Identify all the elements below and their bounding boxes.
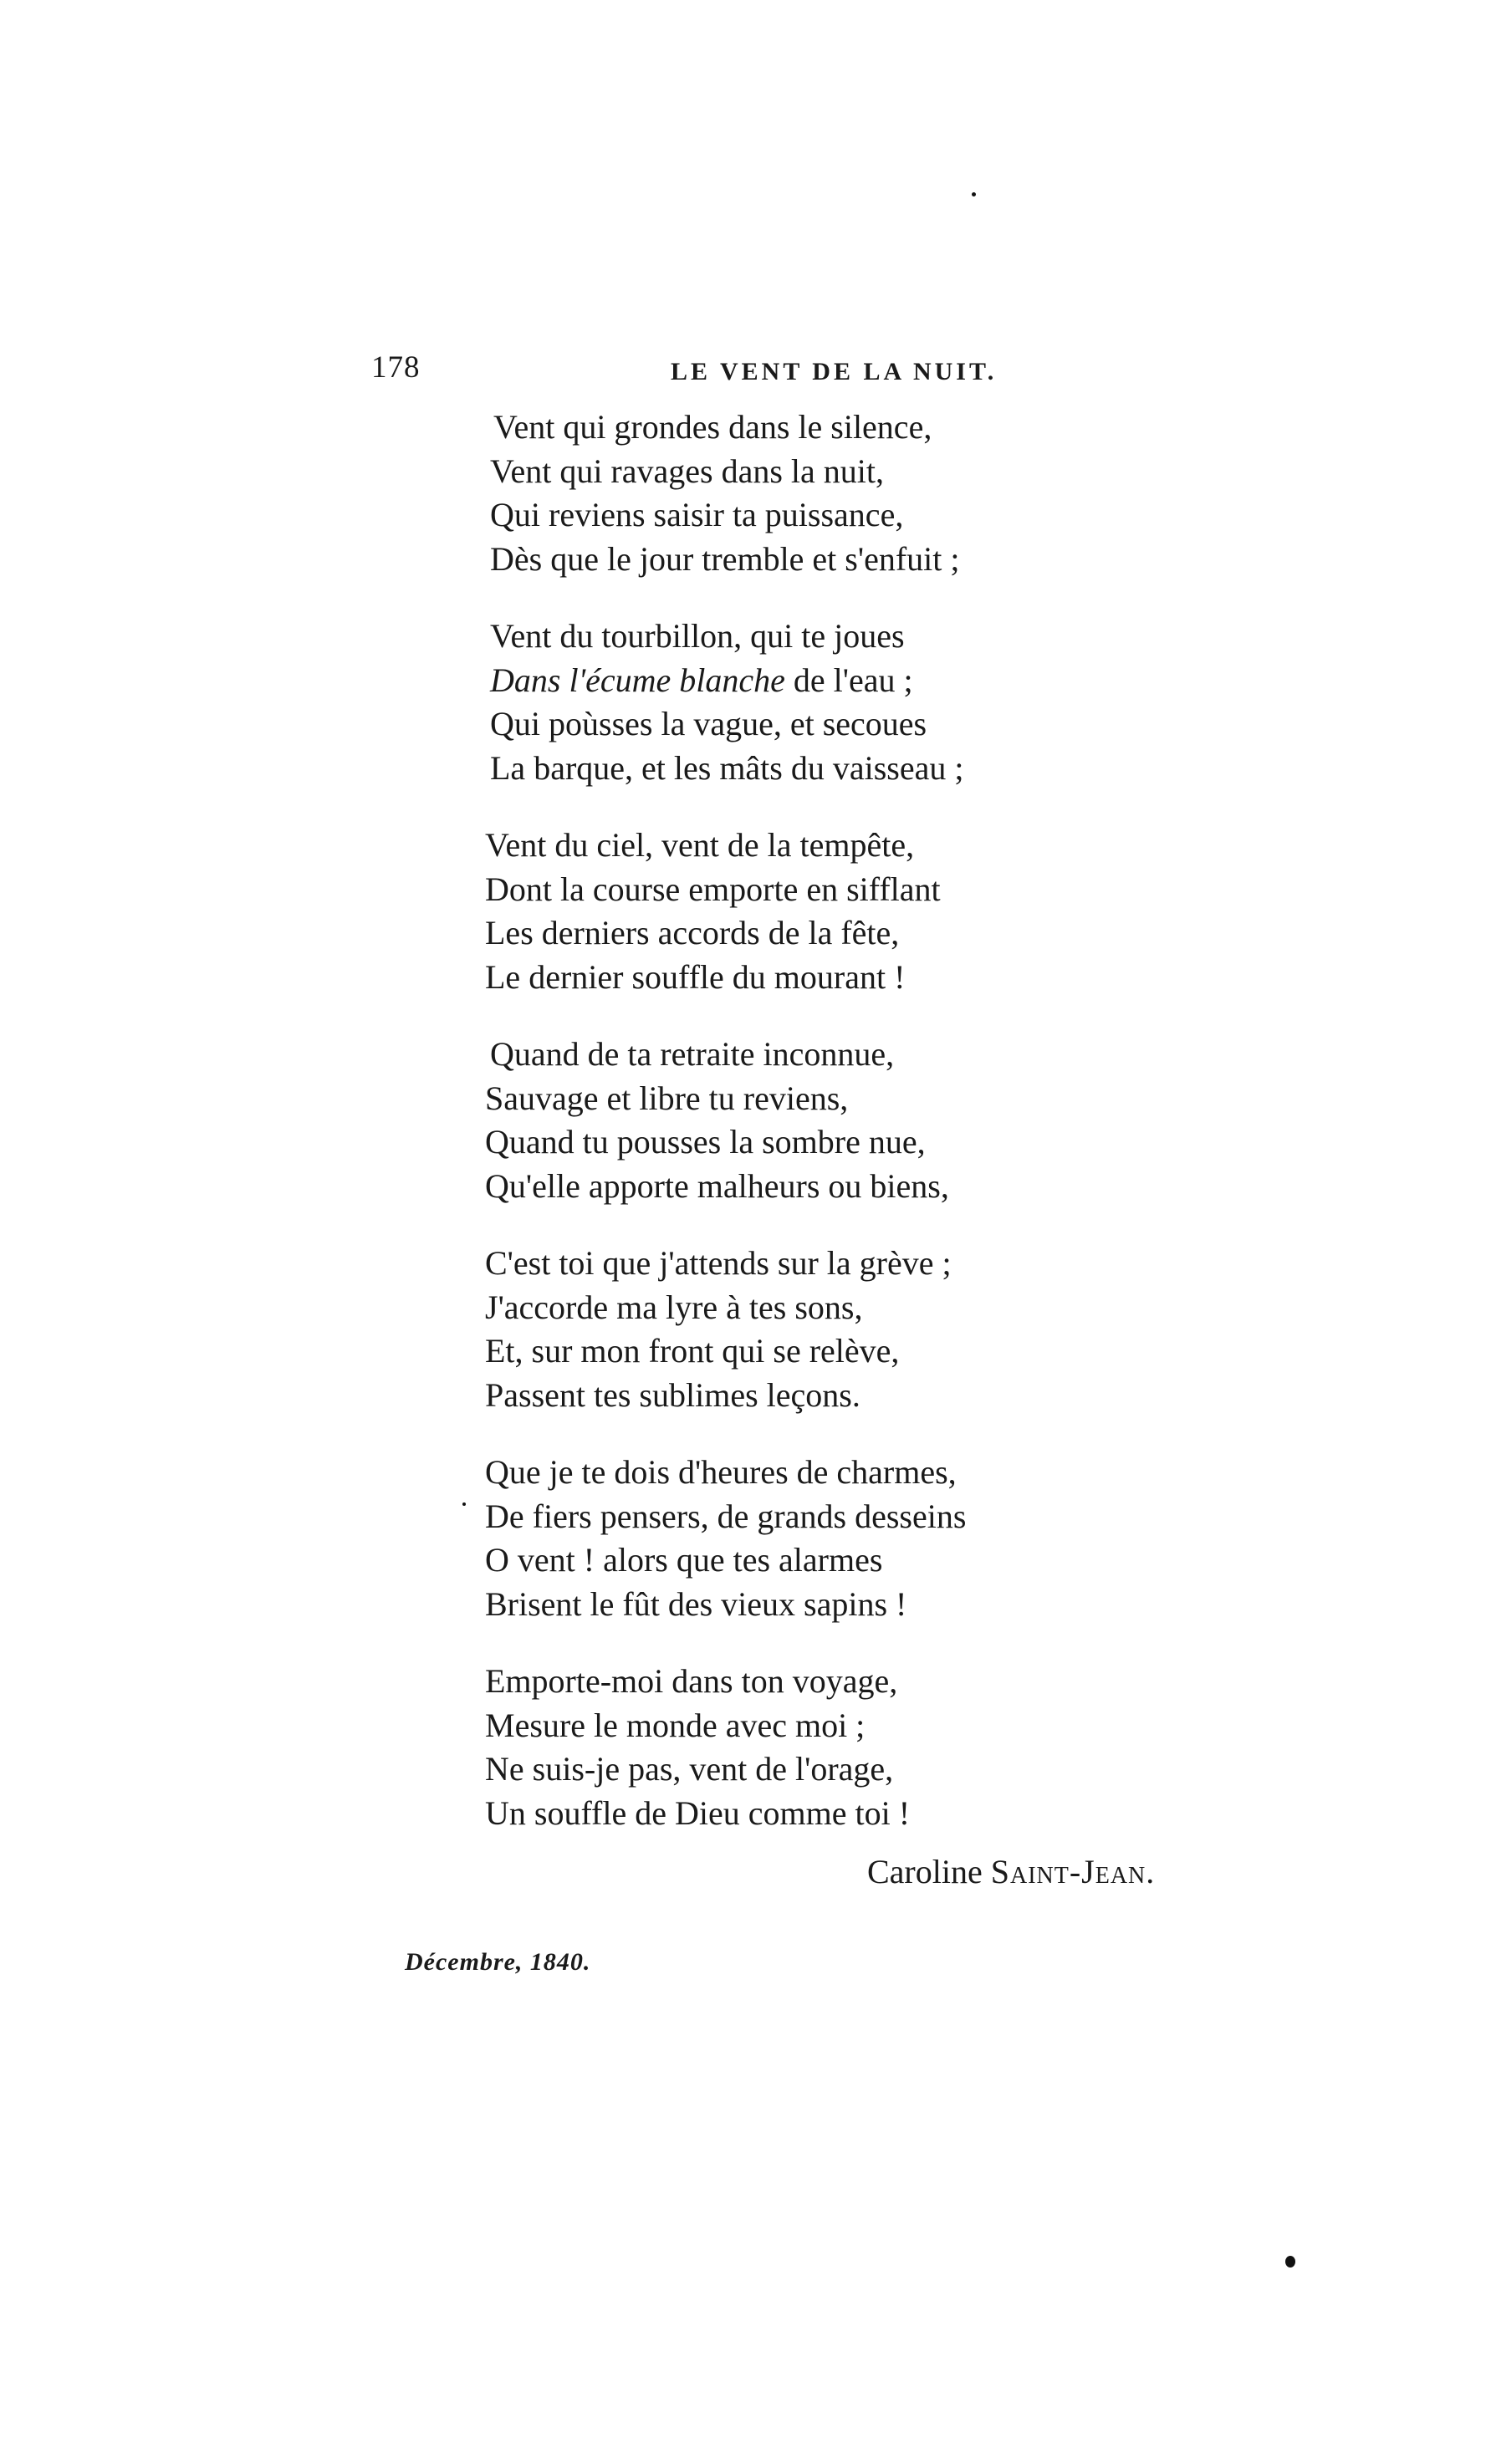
stanza-6 <box>485 1451 1154 1626</box>
poem-line: Dont la course emporte en sifflant <box>485 870 941 908</box>
poem-line: De fiers pensers, de grands desseins <box>485 1497 967 1535</box>
stanza-2 <box>485 615 1154 790</box>
poem <box>485 406 1154 1869</box>
date-line: Décembre, 1840. <box>405 1948 591 1976</box>
poem-line: Qu'elle apporte malheurs ou biens, <box>485 1166 949 1205</box>
poem-line: Qui reviens saisir ta puissance, <box>490 496 904 533</box>
poem-line: Quand de ta retraite inconnue, <box>490 1035 895 1073</box>
scan-speck <box>1285 2256 1295 2268</box>
poem-line: Passent tes sublimes leçons. <box>485 1375 860 1414</box>
poem-line: Emporte-moi dans ton voyage, <box>485 1662 898 1700</box>
poem-line: Mesure le monde avec moi ; <box>485 1706 866 1744</box>
stanza-7 <box>485 1660 1154 1835</box>
stanza-1 <box>485 406 1154 581</box>
poem-line <box>485 659 1154 703</box>
stanza-5 <box>485 1242 1154 1417</box>
poem-line: Ne suis-je pas, vent de l'orage, <box>485 1750 894 1788</box>
author-signature <box>867 1852 1155 1891</box>
page-number: 178 <box>371 350 421 385</box>
scan-speck <box>972 192 976 196</box>
poem-line: Brisent le fût des vieux sapins ! <box>485 1584 907 1623</box>
poem-line: Que je te dois d'heures de charmes, <box>485 1453 957 1491</box>
stanza-3 <box>485 824 1154 999</box>
poem-line-roman-part: de l'eau ; <box>784 661 913 699</box>
poem-line: Vent du tourbillon, qui te joues <box>490 617 905 655</box>
poem-line: J'accorde ma lyre à tes sons, <box>485 1288 863 1326</box>
poem-line: Quand tu pousses la sombre nue, <box>485 1123 926 1161</box>
poem-line: Le dernier souffle du mourant ! <box>485 957 906 996</box>
running-title: LE VENT DE LA NUIT. <box>671 358 998 385</box>
poem-line: Un souffle de Dieu comme toi ! <box>485 1793 911 1832</box>
poem-line: C'est toi que j'attends sur la grève ; <box>485 1244 952 1282</box>
stanza-4 <box>485 1033 1154 1208</box>
poem-line: Et, sur mon front qui se relève, <box>485 1332 900 1370</box>
poem-line: Vent qui grondes dans le silence, <box>493 408 932 446</box>
scan-speck <box>462 1502 466 1506</box>
author-last-name: Saint-Jean. <box>990 1853 1156 1890</box>
poem-line: Les derniers accords de la fête, <box>485 914 900 951</box>
poem-line: Dès que le jour tremble et s'enfuit ; <box>490 539 960 578</box>
poem-line: O vent ! alors que tes alarmes <box>485 1541 883 1579</box>
poem-line: Sauvage et libre tu reviens, <box>485 1079 849 1117</box>
poem-line: Vent du ciel, vent de la tempête, <box>485 826 915 864</box>
poem-line: Qui poùsses la vague, et secoues <box>490 705 927 742</box>
poem-line: La barque, et les mâts du vaisseau ; <box>490 748 964 787</box>
poem-line-italic-part: Dans l'écume blanche <box>490 661 785 699</box>
author-first-name: Caroline <box>867 1853 983 1890</box>
poem-line: Vent qui ravages dans la nuit, <box>490 451 884 490</box>
